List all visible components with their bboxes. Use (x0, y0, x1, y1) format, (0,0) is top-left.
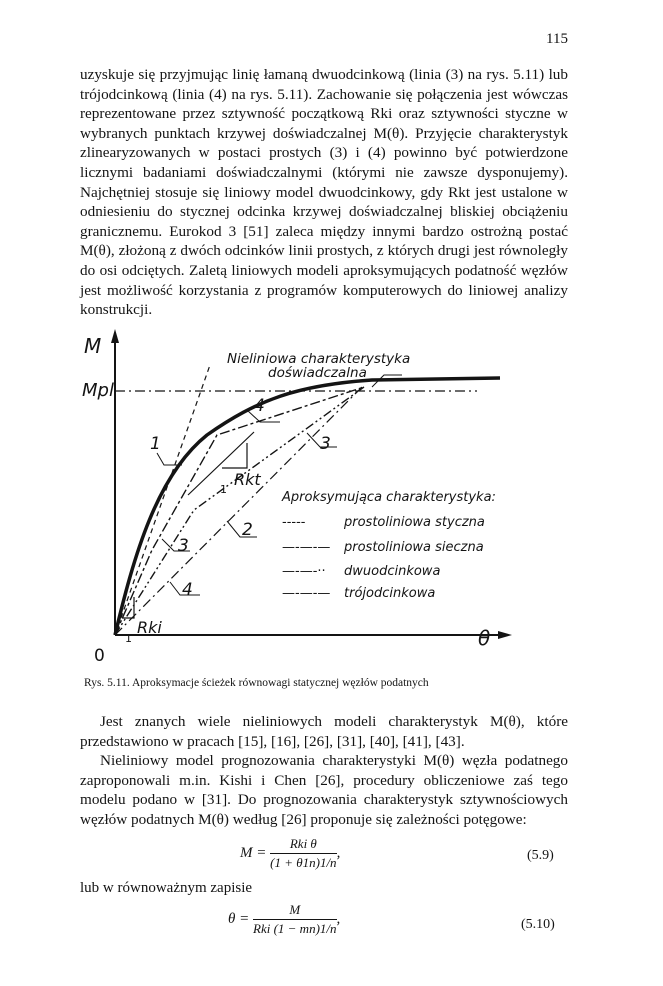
curve-label-line2: doświadczalna (268, 365, 367, 381)
line-label-3b: 3 (178, 536, 189, 556)
one-label-a: 1 (220, 483, 227, 496)
equation-5-10-number: (5.10) (521, 917, 555, 932)
equation-5-10-denominator: Rki (1 − mn)1/n (253, 921, 337, 936)
x-axis-arrow (498, 631, 512, 639)
line-label-4a: 4 (254, 396, 265, 416)
equation-5-10 (228, 902, 340, 937)
equation-5-9-numerator: Rki θ (270, 836, 336, 854)
page-number: 115 (546, 31, 568, 47)
equation-5-9-lhs: M = (240, 844, 267, 861)
legend-item-3-label: dwuodcinkowa (344, 564, 441, 579)
legend-item-4-label: trójodcinkowa (344, 586, 436, 601)
equation-5-10-fraction (253, 902, 337, 937)
paragraph-3: Nieliniowy model prognozowania charakterystyki M(θ) węzła podatnego zaproponowali m.in. Kishi i Chen [26], procedury obliczeniowe zaś tego modelu podano w [31]. Do prognozowania charakterystyk sztywnościowych węzłów podatnych M(θ) według [26] proponuje się zależności potęgowe: (80, 752, 568, 828)
rki-label: Rki (137, 618, 162, 637)
one-label-b: 1 (125, 632, 132, 645)
line-label-3a: 3 (320, 434, 331, 454)
curve-label-line1: Nieliniowa charakterystyka (227, 351, 411, 367)
connector-text: lub w równoważnym zapisie (80, 880, 253, 896)
equation-5-10-numerator: M (253, 902, 337, 920)
figure-svg (82, 325, 522, 665)
equation-5-10-tail: , (336, 910, 341, 927)
origin-label: 0 (94, 646, 105, 665)
legend-item-1-style: ----- (282, 515, 306, 530)
legend-item-2-label: prostoliniowa sieczna (344, 540, 484, 555)
mpl-label: Mpl (82, 380, 114, 401)
line-label-4b: 4 (182, 580, 193, 600)
line-label-2: 2 (242, 520, 253, 540)
paragraph-2: Jest znanych wiele nieliniowych modeli charakterystyk M(θ), które przedstawiono w pracach [15], [16], [26], [31], [40], [41], [43]. (80, 713, 568, 750)
legend-item-1-label: prostoliniowa styczna (344, 515, 485, 530)
rkt-label: Rkt (234, 470, 261, 489)
legend-item-2-style: —-—-— (282, 540, 331, 555)
figure-5-11 (82, 325, 522, 665)
equation-5-9-number: (5.9) (527, 848, 554, 863)
line-label-1: 1 (150, 434, 161, 454)
equation-5-10-lhs: θ = (228, 910, 250, 927)
equation-5-9 (240, 836, 340, 871)
equation-5-9-denominator: (1 + θ1n)1/n (270, 855, 337, 870)
legend-item-4-style: —-—-— (282, 586, 331, 601)
rkt-triangle (222, 443, 247, 468)
axis-y-label: M (84, 334, 102, 358)
equation-5-9-fraction (270, 836, 336, 871)
paragraph-1: uzyskuje się przyjmując linię łamaną dwuodcinkową (linia (3) na rys. 5.11) lub trójodcinkową (linia (4) na rys. 5.11). Zachowanie się połączenia jest wówczas reprezentowane przez sztywność początkową Rki oraz sztywności styczne w wybranych punktach krzywej doświadczalnej M(θ). Przyjęcie charakterystyk zlinearyzowanych w postaci prostych (3) i (4) powinno być potwierdzone licznymi badaniami doświadczalnymi (którymi nie zawsze dysponujemy). Najchętniej stosuje się liniowy model dwuodcinkowy, gdy Rkt jest ustalone w odniesieniu do stycznej odcinka krzywej doświadczalnej bliskiej obciążeniu granicznemu. Eurokod 3 [51] zaleca między innymi bardzo ostrożną postać M(θ), złożoną z dwóch odcinków linii prostych, z których drugi jest równoległy do osi odciętych. Zaletą liniowych modeli aproksymujących podatność węzłów jest możliwość korzystania z programów komputerowych do liniowej analizy konstrukcji. (80, 66, 568, 319)
figure-caption: Rys. 5.11. Aproksymacje ścieżek równowagi statycznej węzłów podatnych (84, 677, 429, 689)
y-axis-arrow (111, 329, 119, 343)
legend-item-3-style: —-—-·· (282, 564, 326, 579)
axis-x-label: θ (478, 626, 491, 650)
legend-title: Aproksymująca charakterystyka: (282, 490, 496, 505)
equation-5-9-tail: , (336, 844, 341, 861)
